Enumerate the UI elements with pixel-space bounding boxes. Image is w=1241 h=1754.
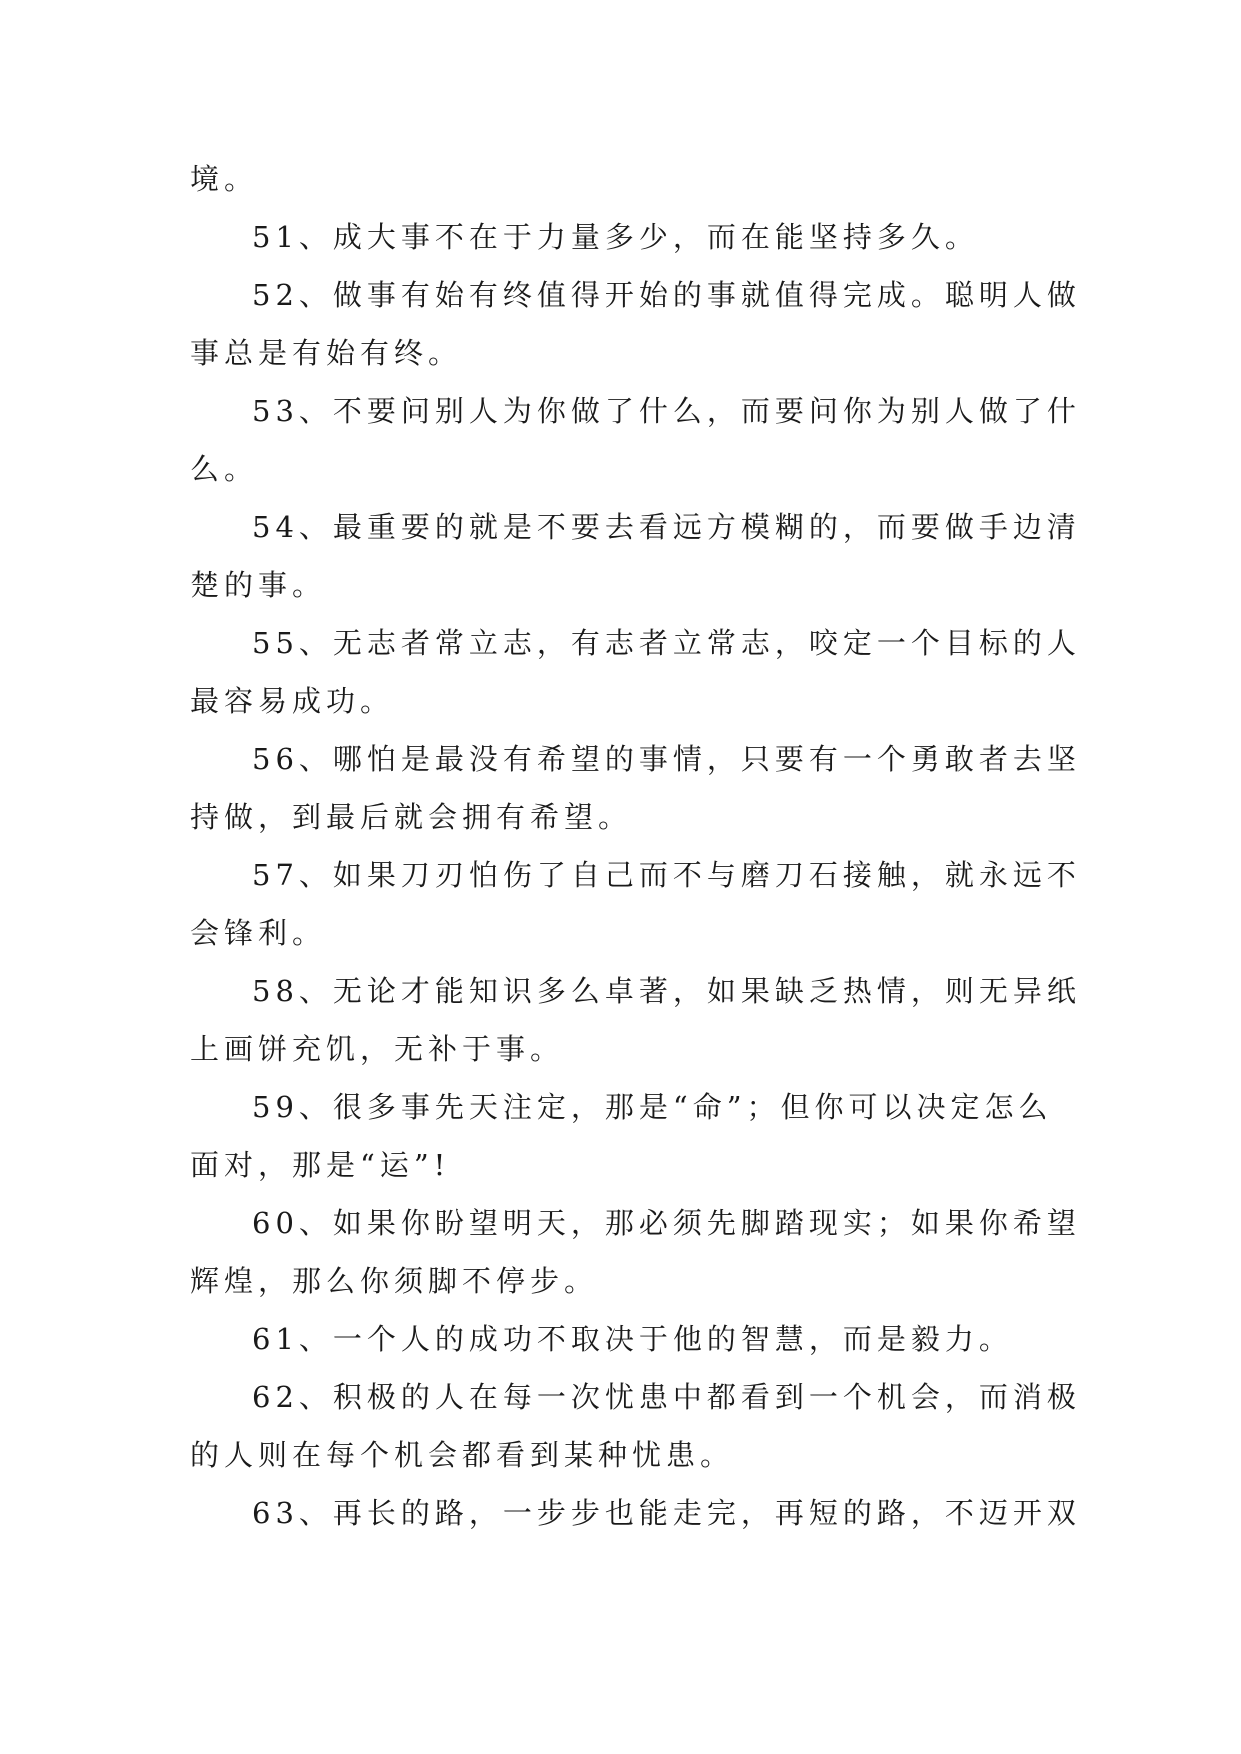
paragraph-59 [190,1078,1065,1194]
paragraph-58 [190,962,1081,1078]
paragraph-55 [190,614,1081,730]
text-line: 52、做事有始有终值得开始的事就值得完成。聪明人做 [252,278,1081,312]
text-line: 境。 [190,162,259,196]
paragraph-53 [190,382,1081,498]
text-line: 57、如果刀刃怕伤了自己而不与磨刀石接触，就永远不 [252,858,1081,892]
text-line: 么。 [190,452,259,486]
text-line: 事总是有始有终。 [190,336,463,370]
paragraph-57 [190,846,1081,962]
text-line: 上画饼充饥，无补于事。 [190,1032,565,1066]
text-line: 54、最重要的就是不要去看远方模糊的，而要做手边清 [252,510,1081,544]
text-line: 辉煌，那么你须脚不停步。 [190,1264,599,1298]
text-line: 55、无志者常立志，有志者立常志，咬定一个目标的人 [252,626,1081,660]
paragraph-56 [190,730,1081,846]
text-line: 面对，那是“运”! [190,1148,451,1182]
text-line: 56、哪怕是最没有希望的事情，只要有一个勇敢者去坚 [252,742,1081,776]
paragraph-54 [190,498,1081,614]
paragraph [190,150,1065,208]
text-line: 持做，到最后就会拥有希望。 [190,800,633,834]
paragraph-61 [190,1310,1065,1368]
text-line: 63、再长的路，一步步也能走完，再短的路，不迈开双 [252,1496,1081,1530]
text-line: 51、成大事不在于力量多少，而在能坚持多久。 [252,220,979,254]
text-line: 60、如果你盼望明天，那必须先脚踏现实；如果你希望 [252,1206,1081,1240]
document-page [190,150,1081,1542]
text-line: 的人则在每个机会都看到某种忧患。 [190,1438,735,1472]
paragraph-51 [190,208,1065,266]
text-line: 61、一个人的成功不取决于他的智慧，而是毅力。 [252,1322,1013,1356]
text-line: 53、不要问别人为你做了什么，而要问你为别人做了什 [252,394,1081,428]
paragraph-62 [190,1368,1081,1484]
text-line: 楚的事。 [190,568,327,602]
paragraph-60 [190,1194,1081,1310]
text-line: 最容易成功。 [190,684,395,718]
text-line: 会锋利。 [190,916,327,950]
text-line: 59、很多事先天注定，那是“命”；但你可以决定怎么 [252,1090,1053,1124]
text-line: 58、无论才能知识多么卓著，如果缺乏热情，则无异纸 [252,974,1081,1008]
paragraph-63 [190,1484,1081,1542]
paragraph-52 [190,266,1081,382]
text-line: 62、积极的人在每一次忧患中都看到一个机会，而消极 [252,1380,1081,1414]
